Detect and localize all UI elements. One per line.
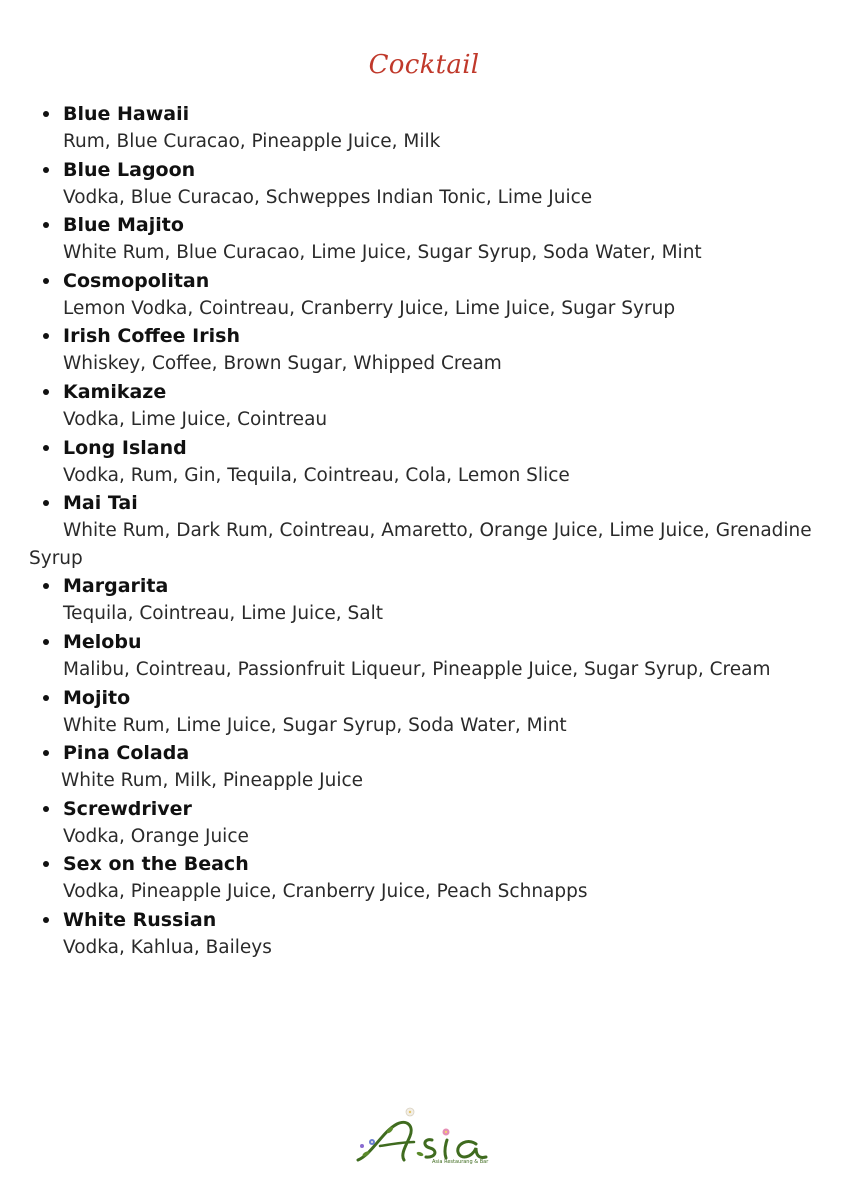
item-description: Vodka, Kahlua, Baileys (63, 936, 272, 958)
item-description: Lemon Vodka, Cointreau, Cranberry Juice, Lime Juice, Sugar Syrup (63, 297, 676, 319)
item-description: Vodka, Rum, Gin, Tequila, Cointreau, Cola, Lemon Slice (63, 464, 570, 486)
bullet-icon (43, 750, 49, 756)
item-name: Long Island (63, 436, 187, 459)
bullet-icon (43, 111, 49, 117)
list-item (0, 906, 848, 962)
list-item (0, 684, 848, 740)
bullet-icon (43, 278, 49, 284)
item-name: White Russian (63, 908, 217, 931)
item-description-line: White Rum, Dark Rum, Cointreau, Amaretto, Orange Juice, Lime Juice, Grenadine (63, 520, 812, 542)
item-description-line: Syrup (29, 547, 83, 569)
item-description (29, 517, 848, 572)
bullet-icon (43, 917, 49, 923)
bullet-icon (43, 167, 49, 173)
list-item (0, 628, 848, 684)
item-name: Sex on the Beach (63, 853, 249, 876)
item-name: Mai Tai (63, 492, 138, 515)
item-name: Mojito (63, 686, 131, 709)
item-description: Vodka, Blue Curacao, Schweppes Indian Tonic, Lime Juice (63, 186, 593, 208)
item-description: White Rum, Lime Juice, Sugar Syrup, Soda Water, Mint (63, 714, 567, 736)
item-name: Blue Majito (63, 214, 184, 237)
bullet-icon (43, 333, 49, 339)
item-name: Screwdriver (63, 797, 192, 820)
bullet-icon (43, 222, 49, 228)
item-name: Pina Colada (63, 742, 190, 765)
item-name: Melobu (63, 630, 142, 653)
restaurant-logo (352, 1102, 502, 1172)
item-name: Margarita (63, 575, 169, 598)
list-item (0, 267, 848, 323)
bullet-icon (43, 639, 49, 645)
list-item (0, 434, 848, 490)
item-name: Cosmopolitan (63, 269, 210, 292)
item-description: Vodka, Orange Juice (63, 825, 249, 847)
item-description: Tequila, Cointreau, Lime Juice, Salt (63, 603, 383, 625)
item-name: Irish Coffee Irish (63, 325, 240, 348)
logo-tagline: Asia Restaurang & Bar (432, 1159, 489, 1165)
list-item (0, 795, 848, 851)
list-item (0, 850, 848, 906)
item-description: Vodka, Pineapple Juice, Cranberry Juice, Peach Schnapps (63, 881, 588, 903)
list-item (0, 322, 848, 378)
bullet-icon (43, 695, 49, 701)
list-item (0, 489, 848, 572)
list-item (0, 156, 848, 212)
cocktail-list (0, 100, 848, 962)
item-description: White Rum, Milk, Pineapple Juice (61, 770, 364, 792)
item-description: White Rum, Blue Curacao, Lime Juice, Sugar Syrup, Soda Water, Mint (63, 242, 702, 264)
item-description: Whiskey, Coffee, Brown Sugar, Whipped Cream (63, 353, 502, 375)
bullet-icon (43, 445, 49, 451)
item-name: Blue Lagoon (63, 158, 196, 181)
list-item (0, 100, 848, 156)
bullet-icon (43, 500, 49, 506)
item-name: Kamikaze (63, 380, 167, 403)
bullet-icon (43, 861, 49, 867)
list-item (0, 739, 848, 795)
bullet-icon (43, 583, 49, 589)
bullet-icon (43, 806, 49, 812)
list-item (0, 572, 848, 628)
bullet-icon (43, 389, 49, 395)
list-item (0, 211, 848, 267)
page-title: Cocktail (368, 50, 480, 80)
item-description: Rum, Blue Curacao, Pineapple Juice, Milk (63, 131, 441, 152)
item-description: Vodka, Lime Juice, Cointreau (63, 408, 328, 430)
list-item (0, 378, 848, 434)
item-name: Blue Hawaii (63, 103, 190, 125)
item-description: Malibu, Cointreau, Passionfruit Liqueur, Pineapple Juice, Sugar Syrup, Cream (63, 658, 771, 680)
